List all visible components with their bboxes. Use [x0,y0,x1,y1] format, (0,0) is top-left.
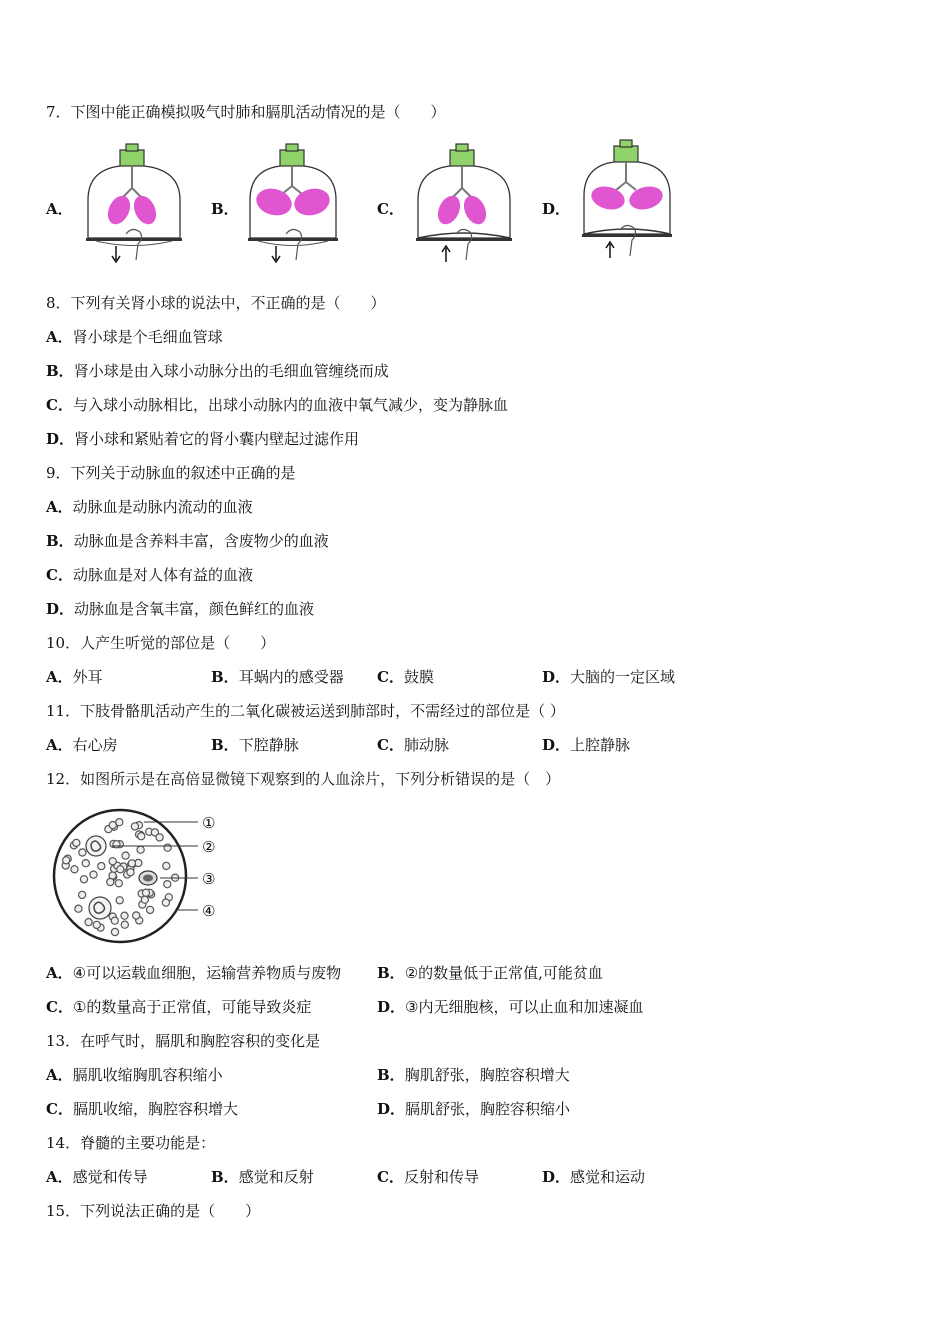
red-blood-cell [128,860,135,867]
q11-option-d-label: D． [542,736,571,754]
q9-option-d-label: D． [46,600,75,618]
q13-option-d-text: 膈肌舒张，胸腔容积缩小 [405,1100,571,1118]
q10-option-c-text: 鼓膜 [403,668,434,686]
platelet-cell [139,871,157,885]
red-blood-cell [138,833,145,840]
q14-option-c[interactable] [377,1167,479,1187]
q12-option-a-text: ④可以运载血细胞，运输营养物质与废物 [72,964,342,982]
red-blood-cell [117,866,124,873]
red-blood-cell [156,834,163,841]
q13-option-b-text: 胸肌舒张，胸腔容积增大 [404,1066,570,1084]
red-blood-cell [109,858,116,865]
q12-option-a-label: A． [46,964,73,982]
bell-jar-b [248,144,338,262]
q11-option-b-label: B． [211,736,239,754]
q12-option-c[interactable] [46,997,311,1017]
q10-option-a-text: 外耳 [72,668,103,686]
question-13-stem: 13．在呼气时，膈肌和胸腔容积的变化是 [46,1032,321,1050]
q14-option-b-text: 感觉和反射 [238,1168,314,1186]
q11-option-b[interactable] [211,735,299,755]
q7-fig-a-bell-jar-diagram [82,142,192,267]
q10-option-c-label: C． [377,668,404,686]
q11-option-a-text: 右心房 [72,736,118,754]
question-8-stem: 8．下列有关肾小球的说法中，不正确的是（ ） [46,294,386,312]
q13-option-c-text: 膈肌收缩，胸腔容积增大 [72,1100,238,1118]
bell-jar-c [416,144,512,262]
q14-option-d[interactable] [542,1167,645,1187]
red-blood-cell [80,876,87,883]
q14-option-c-label: C． [377,1168,404,1186]
q14-option-c-text: 反射和传导 [403,1168,479,1186]
q9-option-c[interactable] [46,565,253,585]
q12-option-c-label: C． [46,998,73,1016]
q9-option-c-text: 动脉血是对人体有益的血液 [72,566,253,584]
q13-option-d[interactable] [377,1099,570,1119]
red-blood-cell [109,822,116,829]
q9-option-a-text: 动脉血是动脉内流动的血液 [72,498,253,516]
red-blood-cell [111,917,118,924]
q14-option-a-text: 感觉和传导 [72,1168,148,1186]
red-blood-cell [116,897,123,904]
q8-option-d[interactable] [46,429,359,449]
q14-option-b[interactable] [211,1167,314,1187]
q8-option-c-label: C． [46,396,73,414]
question-7-stem: 7．下图中能正确模拟吸气时肺和膈肌活动情况的是（ ） [46,103,446,121]
q9-option-c-label: C． [46,566,73,584]
red-blood-cell [137,846,144,853]
q11-option-a-label: A． [46,736,73,754]
q10-option-d[interactable] [542,667,675,687]
q12-option-a[interactable] [46,963,341,983]
q7-fig-d-label: D． [542,200,571,218]
microscope-field-circle [54,810,186,942]
q11-option-a[interactable] [46,735,118,755]
q13-option-c-label: C． [46,1100,73,1118]
q11-option-c-label: C． [377,736,404,754]
question-15-stem: 15．下列说法正确的是（ ） [46,1202,261,1220]
q9-option-d[interactable] [46,599,314,619]
q9-option-a-label: A． [46,498,73,516]
label-3: ③ [202,870,216,888]
bell-jar-d [582,140,672,258]
q7-fig-b-label: B． [211,200,239,218]
red-blood-cell [164,881,171,888]
red-blood-cell [79,849,86,856]
q13-option-a[interactable] [46,1065,223,1085]
red-blood-cell [147,906,154,913]
red-blood-cell [111,928,118,935]
red-blood-cell [133,912,140,919]
question-14-stem: 14．脊髓的主要功能是： [46,1134,216,1152]
red-blood-cell [93,921,100,928]
red-blood-cell [162,899,169,906]
q14-option-a-label: A． [46,1168,73,1186]
q13-option-a-label: A． [46,1066,73,1084]
q8-option-b-text: 肾小球是由入球小动脉分出的毛细血管缠绕而成 [73,362,389,380]
q12-option-b[interactable] [377,963,603,983]
q10-option-b-label: B． [211,668,239,686]
red-blood-cell [79,891,86,898]
q13-option-c[interactable] [46,1099,238,1119]
q10-option-a[interactable] [46,667,103,687]
red-blood-cell [82,860,89,867]
red-blood-cell [142,889,149,896]
q8-option-a-text: 肾小球是个毛细血管球 [72,328,223,346]
q10-option-b-text: 耳蜗内的感受器 [238,668,344,686]
q13-option-a-text: 膈肌收缩胸肌容积缩小 [72,1066,223,1084]
red-blood-cell [163,862,170,869]
red-blood-cell [73,839,80,846]
q10-option-d-text: 大脑的一定区域 [570,668,676,686]
q7-fig-a-label: A． [46,200,73,218]
red-blood-cell [71,866,78,873]
q7-fig-d-bell-jar-diagram [580,138,690,263]
q7-fig-c-bell-jar-diagram [412,142,522,267]
red-blood-cell [85,919,92,926]
red-blood-cell [131,823,138,830]
q11-option-c-text: 肺动脉 [403,736,449,754]
q12-option-d-label: D． [377,998,406,1016]
bell-jar-a [86,144,182,262]
q10-option-a-label: A． [46,668,73,686]
q9-option-b-text: 动脉血是含养料丰富，含废物少的血液 [73,532,329,550]
red-blood-cell [121,921,128,928]
question-11-stem: 11．下肢骨骼肌活动产生的二氧化碳被运送到肺部时，不需经过的部位是（ ） [46,702,565,720]
q12-option-b-label: B． [377,964,405,982]
red-blood-cell [122,852,129,859]
question-10-stem: 10．人产生听觉的部位是（ ） [46,634,276,652]
q9-option-b[interactable] [46,531,329,551]
q13-option-b[interactable] [377,1065,570,1085]
label-2: ② [202,838,216,856]
q13-option-b-label: B． [377,1066,405,1084]
red-blood-cell [127,869,134,876]
q12-option-d-text: ③内无细胞核，可以止血和加速凝血 [405,998,644,1016]
q14-option-d-text: 感觉和运动 [570,1168,646,1186]
red-blood-cell [98,863,105,870]
q11-option-d-text: 上腔静脉 [570,736,631,754]
q14-option-a[interactable] [46,1167,148,1187]
red-blood-cell [90,871,97,878]
q10-option-c[interactable] [377,667,434,687]
q9-option-d-text: 动脉血是含氧丰富，颜色鲜红的血液 [74,600,315,618]
q11-option-b-text: 下腔静脉 [238,736,299,754]
q12-option-c-text: ①的数量高于正常值，可能导致炎症 [72,998,312,1016]
q8-option-d-label: D． [46,430,75,448]
q8-option-b-label: B． [46,362,74,380]
q11-option-c[interactable] [377,735,449,755]
q13-option-d-label: D． [377,1100,406,1118]
red-blood-cell [115,880,122,887]
q11-option-d[interactable] [542,735,630,755]
q10-option-b[interactable] [211,667,344,687]
red-blood-cell [141,896,148,903]
q9-option-a[interactable] [46,497,253,517]
q8-option-a-label: A． [46,328,73,346]
q7-fig-c-label: C． [377,200,404,218]
q8-option-d-text: 肾小球和紧贴着它的肾小囊内壁起过滤作用 [74,430,360,448]
red-blood-cell [75,905,82,912]
red-blood-cell [109,872,116,879]
q8-option-b[interactable] [46,361,389,381]
q14-option-d-label: D． [542,1168,571,1186]
question-9-stem: 9．下列关于动脉血的叙述中正确的是 [46,464,296,482]
red-blood-cell [121,912,128,919]
red-blood-cell [164,844,171,851]
q9-option-b-label: B． [46,532,74,550]
q8-option-a[interactable] [46,327,223,347]
question-12-stem: 12．如图所示是在高倍显微镜下观察到的人血涂片，下列分析错误的是（ ） [46,770,561,788]
label-4: ④ [202,902,216,920]
q10-option-d-label: D． [542,668,571,686]
label-1: ① [202,814,216,832]
q12-option-b-text: ②的数量低于正常值,可能贫血 [404,964,603,982]
q8-option-c[interactable] [46,395,508,415]
q12-blood-smear-diagram [52,804,222,950]
q14-option-b-label: B． [211,1168,239,1186]
q12-option-d[interactable] [377,997,643,1017]
q7-fig-b-bell-jar-diagram [246,142,356,267]
red-blood-cell [113,841,120,848]
red-blood-cell [63,857,70,864]
q8-option-c-text: 与入球小动脉相比，出球小动脉内的血液中氧气减少，变为静脉血 [72,396,508,414]
